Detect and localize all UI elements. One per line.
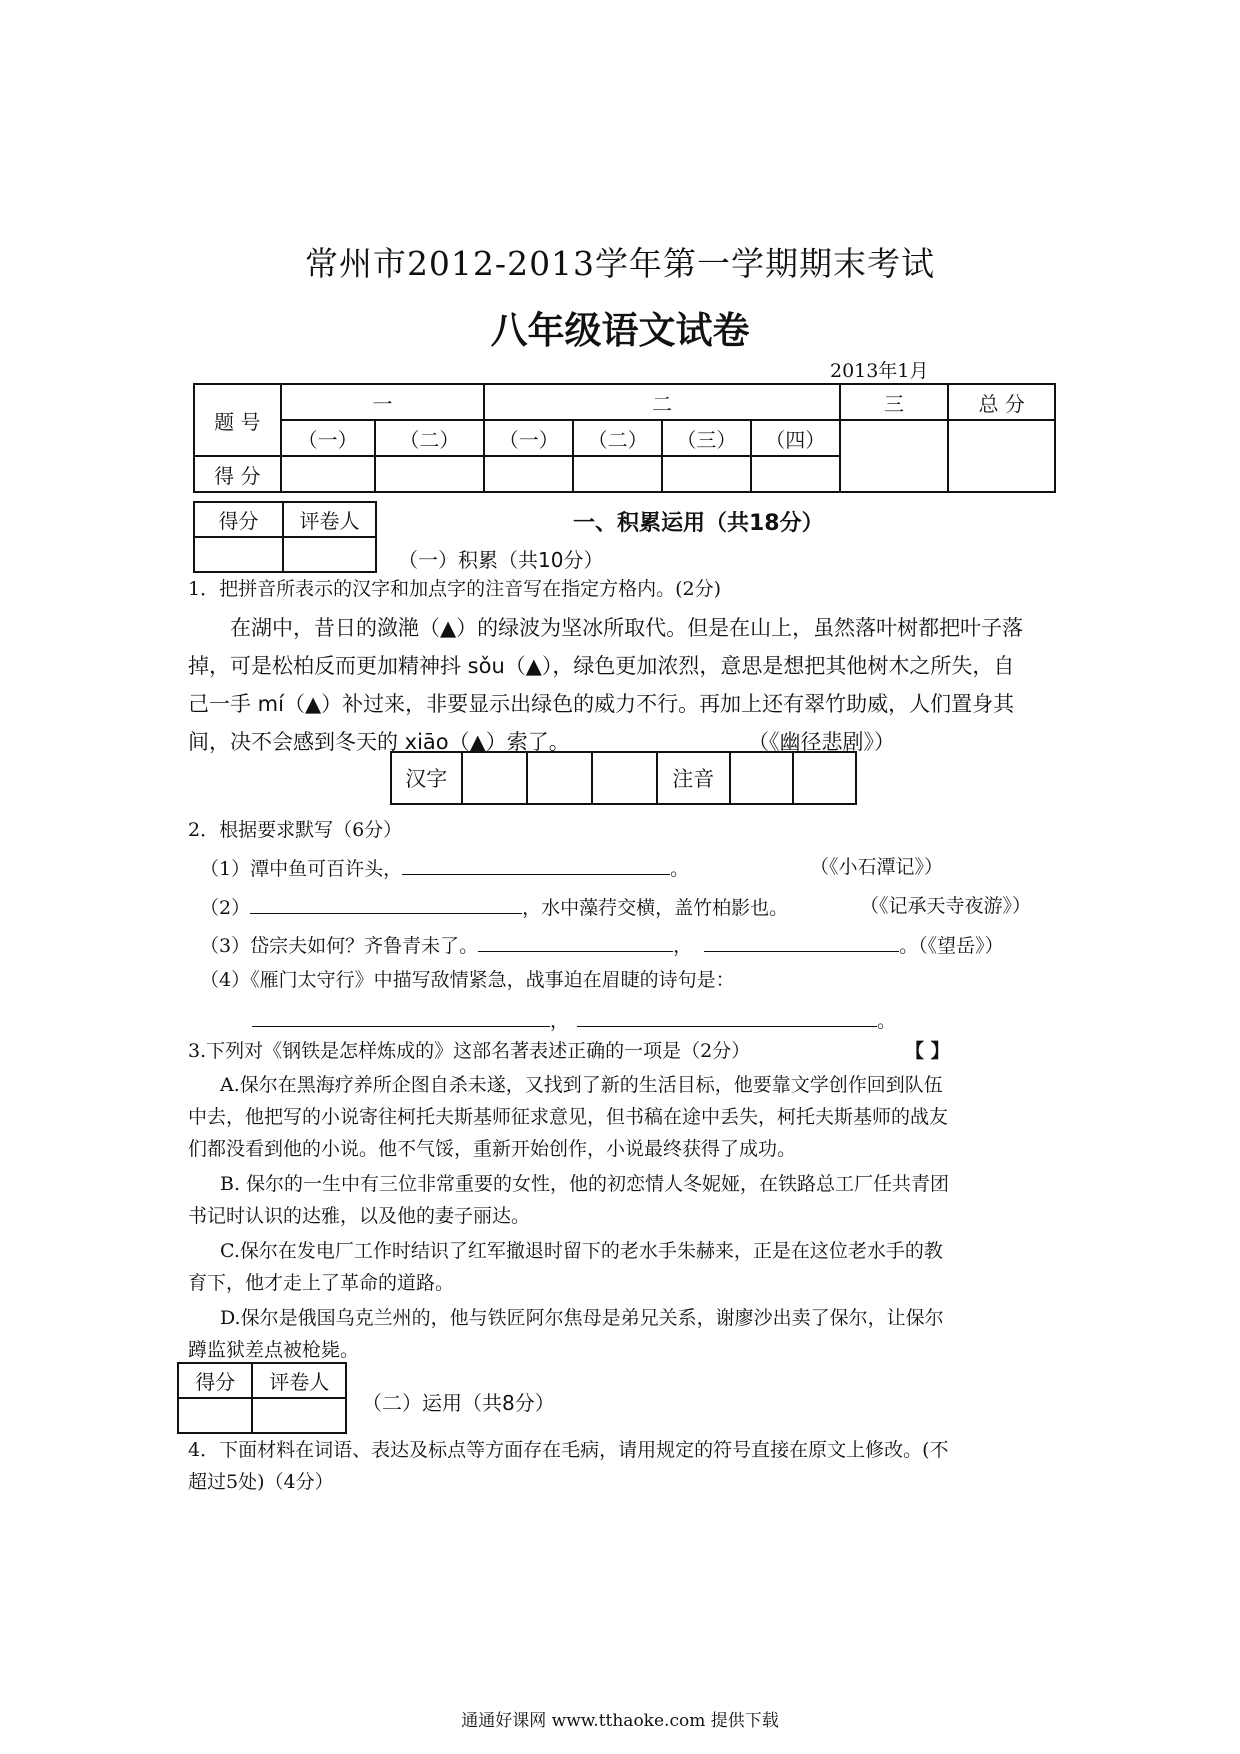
- subcol: （三）: [662, 420, 751, 456]
- footer: 通通好课网 www.tthaoke.com 提供下载: [461, 1711, 779, 1731]
- fill-blank[interactable]: [402, 852, 670, 875]
- q3-option-d-line: 蹲监狱差点被枪毙。: [188, 1339, 360, 1361]
- score-table: [193, 383, 1056, 493]
- q1-line: 己一手 mí（▲）补过来，非要显示出绿色的威力不行。再加上还有翠竹助威，人们置身其: [188, 692, 1015, 716]
- q3-answer-bracket[interactable]: 【 】: [905, 1040, 950, 1062]
- group-two: 二: [484, 384, 839, 420]
- q3-option-b-line: B. 保尔的一生中有三位非常重要的女性，他的初恋情人冬妮娅，在铁路总工厂任共青团: [220, 1173, 950, 1195]
- grader-score-label: 得分: [194, 502, 283, 537]
- q3-option-c-line: 育下，他才走上了革命的道路。: [188, 1272, 455, 1294]
- part-two-title: （二）运用（共8分）: [362, 1391, 555, 1415]
- grader-name-cell[interactable]: [252, 1398, 346, 1433]
- answer-cell[interactable]: [592, 752, 657, 804]
- grader-name-cell[interactable]: [283, 537, 376, 572]
- q2-item2-source: （《记承天寺夜游》）: [860, 895, 1032, 917]
- q2-item3-sep: ，: [673, 935, 693, 957]
- q3-option-a-line: 中去，他把写的小说寄往柯托夫斯基师征求意见，但书稿在途中丢失，柯托夫斯基师的战友: [188, 1106, 949, 1128]
- exam-date: 2013年1月: [830, 360, 929, 382]
- q3-option-d-line: D.保尔是俄国乌克兰州的，他与铁匠阿尔焦母是弟兄关系，谢廖沙出卖了保尔，让保尔: [220, 1307, 944, 1329]
- group-total: 总 分: [948, 384, 1055, 420]
- fill-blank[interactable]: [704, 929, 899, 952]
- grader-name-label: 评卷人: [283, 502, 376, 537]
- q1-line: 间，决不会感到冬天的 xiāo（▲）索了。: [188, 730, 570, 754]
- q1-prompt: 1．把拼音所表示的汉字和加点字的注音写在指定方格内。(2分): [188, 578, 722, 600]
- score-cell[interactable]: [662, 456, 751, 492]
- grader-score-label: 得分: [178, 1363, 252, 1398]
- q1-answer-table: [390, 751, 857, 805]
- grader-score-cell[interactable]: [194, 537, 283, 572]
- q1-source: （《幽径悲剧》）: [748, 730, 895, 754]
- q3-prompt: 3.下列对《钢铁是怎样炼成的》这部名著表述正确的一项是（2分）: [188, 1040, 751, 1062]
- q2-item2-rest: ，水中藻荇交横，盖竹柏影也。: [522, 897, 789, 919]
- q2-item2-text: （2）: [200, 897, 251, 919]
- group-three: 三: [840, 384, 949, 420]
- fill-blank[interactable]: [478, 929, 673, 952]
- grader-name-label: 评卷人: [252, 1363, 346, 1398]
- q3-option-a-line: A.保尔在黑海疗养所企图自杀未遂，又找到了新的生活目标，他要靠文学创作回到队伍: [220, 1074, 943, 1096]
- score-cell[interactable]: [751, 456, 840, 492]
- q3-option-b-line: 书记时认识的达雅，以及他的妻子丽达。: [188, 1205, 531, 1227]
- q4-line: 超过5处)（4分）: [188, 1471, 334, 1493]
- score-cell[interactable]: [281, 456, 375, 492]
- part-one-title: （一）积累（共10分）: [398, 548, 604, 572]
- fill-blank[interactable]: [252, 1004, 550, 1027]
- section-title: 一、积累运用（共18分）: [573, 511, 824, 536]
- subcol: （一）: [281, 420, 375, 456]
- answer-cell[interactable]: [730, 752, 793, 804]
- q2-item1-text: （1）潭中鱼可百许头，: [200, 858, 403, 880]
- subcol: （四）: [751, 420, 840, 456]
- q2-item1-end: 。: [670, 858, 690, 880]
- q3-option-c-line: C.保尔在发电厂工作时结识了红军撤退时留下的老水手朱赫来，正是在这位老水手的教: [220, 1240, 943, 1262]
- zhuyin-label: 注音: [657, 752, 730, 804]
- score-cell[interactable]: [375, 456, 485, 492]
- subcol: （二）: [375, 420, 485, 456]
- q4-line: 4．下面材料在词语、表达及标点等方面存在毛病，请用规定的符号直接在原文上修改。(不: [188, 1439, 949, 1461]
- answer-cell[interactable]: [527, 752, 592, 804]
- q3-option-a-line: 们都没看到他的小说。他不气馁，重新开始创作，小说最终获得了成功。: [188, 1138, 797, 1160]
- q2-prompt: 2．根据要求默写（6分）: [188, 819, 403, 841]
- row-label: 得 分: [194, 456, 281, 492]
- col-label: 题 号: [194, 384, 281, 456]
- q2-item3: [200, 929, 1080, 961]
- q2-item1: [200, 852, 1080, 884]
- answer-cell[interactable]: [793, 752, 856, 804]
- q2-item3-text: （3）岱宗夫如何？齐鲁青未了。: [200, 935, 479, 957]
- exam-subtitle: 八年级语文试卷: [490, 309, 750, 352]
- q1-line: 在湖中，昔日的潋滟（▲）的绿波为坚冰所取代。但是在山上，虽然落叶树都把叶子落: [230, 616, 1024, 640]
- score-cell[interactable]: [840, 420, 949, 492]
- score-cell[interactable]: [573, 456, 662, 492]
- score-cell[interactable]: [948, 420, 1055, 492]
- fill-blank[interactable]: [577, 1004, 877, 1027]
- grader-box: [177, 1362, 347, 1434]
- q2-item3-end: 。（《望岳》）: [899, 935, 1004, 957]
- fill-blank[interactable]: [250, 891, 522, 914]
- hanzi-label: 汉字: [391, 752, 462, 804]
- exam-title: 常州市2012-2013学年第一学期期末考试: [304, 244, 936, 283]
- q2-item4-end: 。: [877, 1010, 897, 1032]
- q2-item4: （4）《雁门太守行》中描写敌情紧急，战事迫在眉睫的诗句是：: [200, 969, 735, 991]
- q1-line: 掉，可是松柏反而更加精神抖 sǒu（▲），绿色更加浓烈，意思是想把其他树木之所失，自: [188, 654, 1015, 678]
- grader-box: [193, 501, 377, 573]
- subcol: （二）: [573, 420, 662, 456]
- group-one: 一: [281, 384, 485, 420]
- q2-item4-sep: ，: [550, 1010, 570, 1032]
- q2-item4-blanks: [252, 1004, 952, 1036]
- answer-cell[interactable]: [462, 752, 527, 804]
- q2-item1-source: （《小石潭记》）: [810, 856, 944, 878]
- grader-score-cell[interactable]: [178, 1398, 252, 1433]
- subcol: （一）: [484, 420, 573, 456]
- score-cell[interactable]: [484, 456, 573, 492]
